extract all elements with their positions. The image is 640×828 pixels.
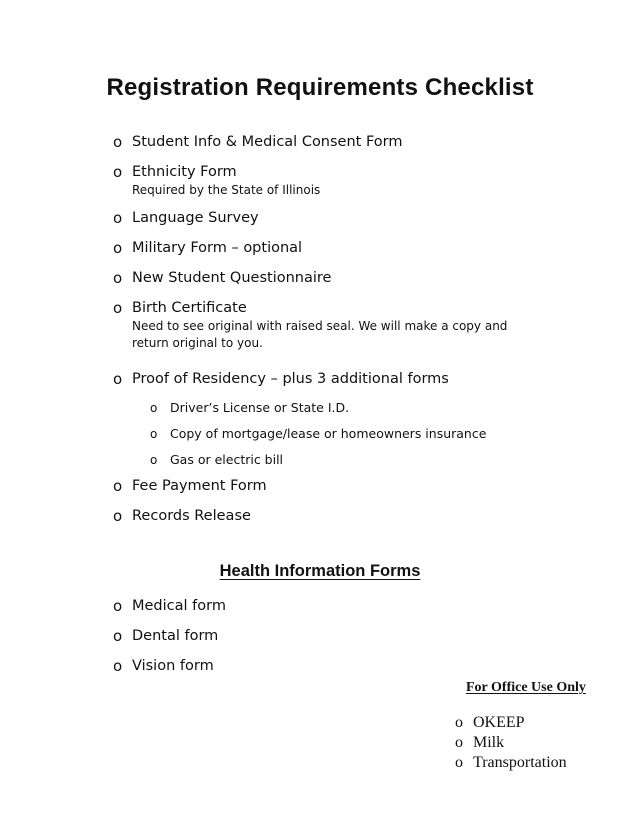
checkbox-bullet[interactable]: o (113, 133, 123, 151)
checklist-item-label: Military Form – optional (132, 240, 303, 256)
checkbox-bullet[interactable]: o (113, 163, 123, 181)
checkbox-bullet[interactable]: o (113, 597, 123, 615)
checklist-item-label: Birth Certificate (132, 300, 247, 316)
checkbox-bullet[interactable]: o (113, 477, 123, 495)
checklist-item-note: Need to see original with raised seal. We will make a copy and return original to you. (132, 319, 508, 350)
checkbox-bullet[interactable]: o (113, 507, 123, 525)
checkbox-bullet[interactable]: o (455, 714, 463, 731)
checkbox-bullet[interactable]: o (113, 209, 123, 227)
checkbox-bullet[interactable]: o (455, 734, 463, 751)
office-item-label: OKEEP (473, 714, 525, 731)
checklist-item-label: Ethnicity Form (132, 164, 237, 180)
checklist-item-label: Language Survey (132, 210, 259, 226)
health-section-title: Health Information Forms (219, 562, 421, 580)
checkbox-bullet[interactable]: o (113, 269, 123, 287)
page-title: Registration Requirements Checklist (106, 74, 534, 101)
checklist-item-label: New Student Questionnaire (132, 270, 332, 286)
health-item-label: Vision form (132, 658, 214, 674)
checklist-item-label: Fee Payment Form (132, 478, 267, 494)
office-item-label: Milk (473, 734, 505, 751)
checkbox-bullet[interactable]: o (113, 239, 123, 257)
checkbox-bullet[interactable]: o (150, 453, 158, 467)
checkbox-bullet[interactable]: o (113, 627, 123, 645)
checkbox-bullet[interactable]: o (150, 427, 158, 441)
health-item-label: Dental form (132, 628, 219, 644)
health-item-label: Medical form (132, 598, 226, 614)
checkbox-bullet[interactable]: o (455, 754, 463, 771)
checklist-item-note: Required by the State of Illinois (132, 183, 321, 197)
checklist-item-label: Student Info & Medical Consent Form (132, 134, 403, 150)
checkbox-bullet[interactable]: o (113, 657, 123, 675)
checklist-subitem-label: Driver’s License or State I.D. (170, 400, 350, 415)
checkbox-bullet[interactable]: o (150, 401, 158, 415)
checkbox-bullet[interactable]: o (113, 370, 123, 388)
checkbox-bullet[interactable]: o (113, 299, 123, 317)
office-item-label: Transportation (473, 754, 567, 771)
office-use-title: For Office Use Only (466, 680, 586, 695)
checklist-item-label: Proof of Residency – plus 3 additional forms (132, 371, 449, 387)
checklist-subitem-label: Gas or electric bill (170, 452, 284, 467)
checklist-item-label: Records Release (132, 508, 251, 524)
checklist-subitem-label: Copy of mortgage/lease or homeowners insurance (170, 426, 487, 441)
